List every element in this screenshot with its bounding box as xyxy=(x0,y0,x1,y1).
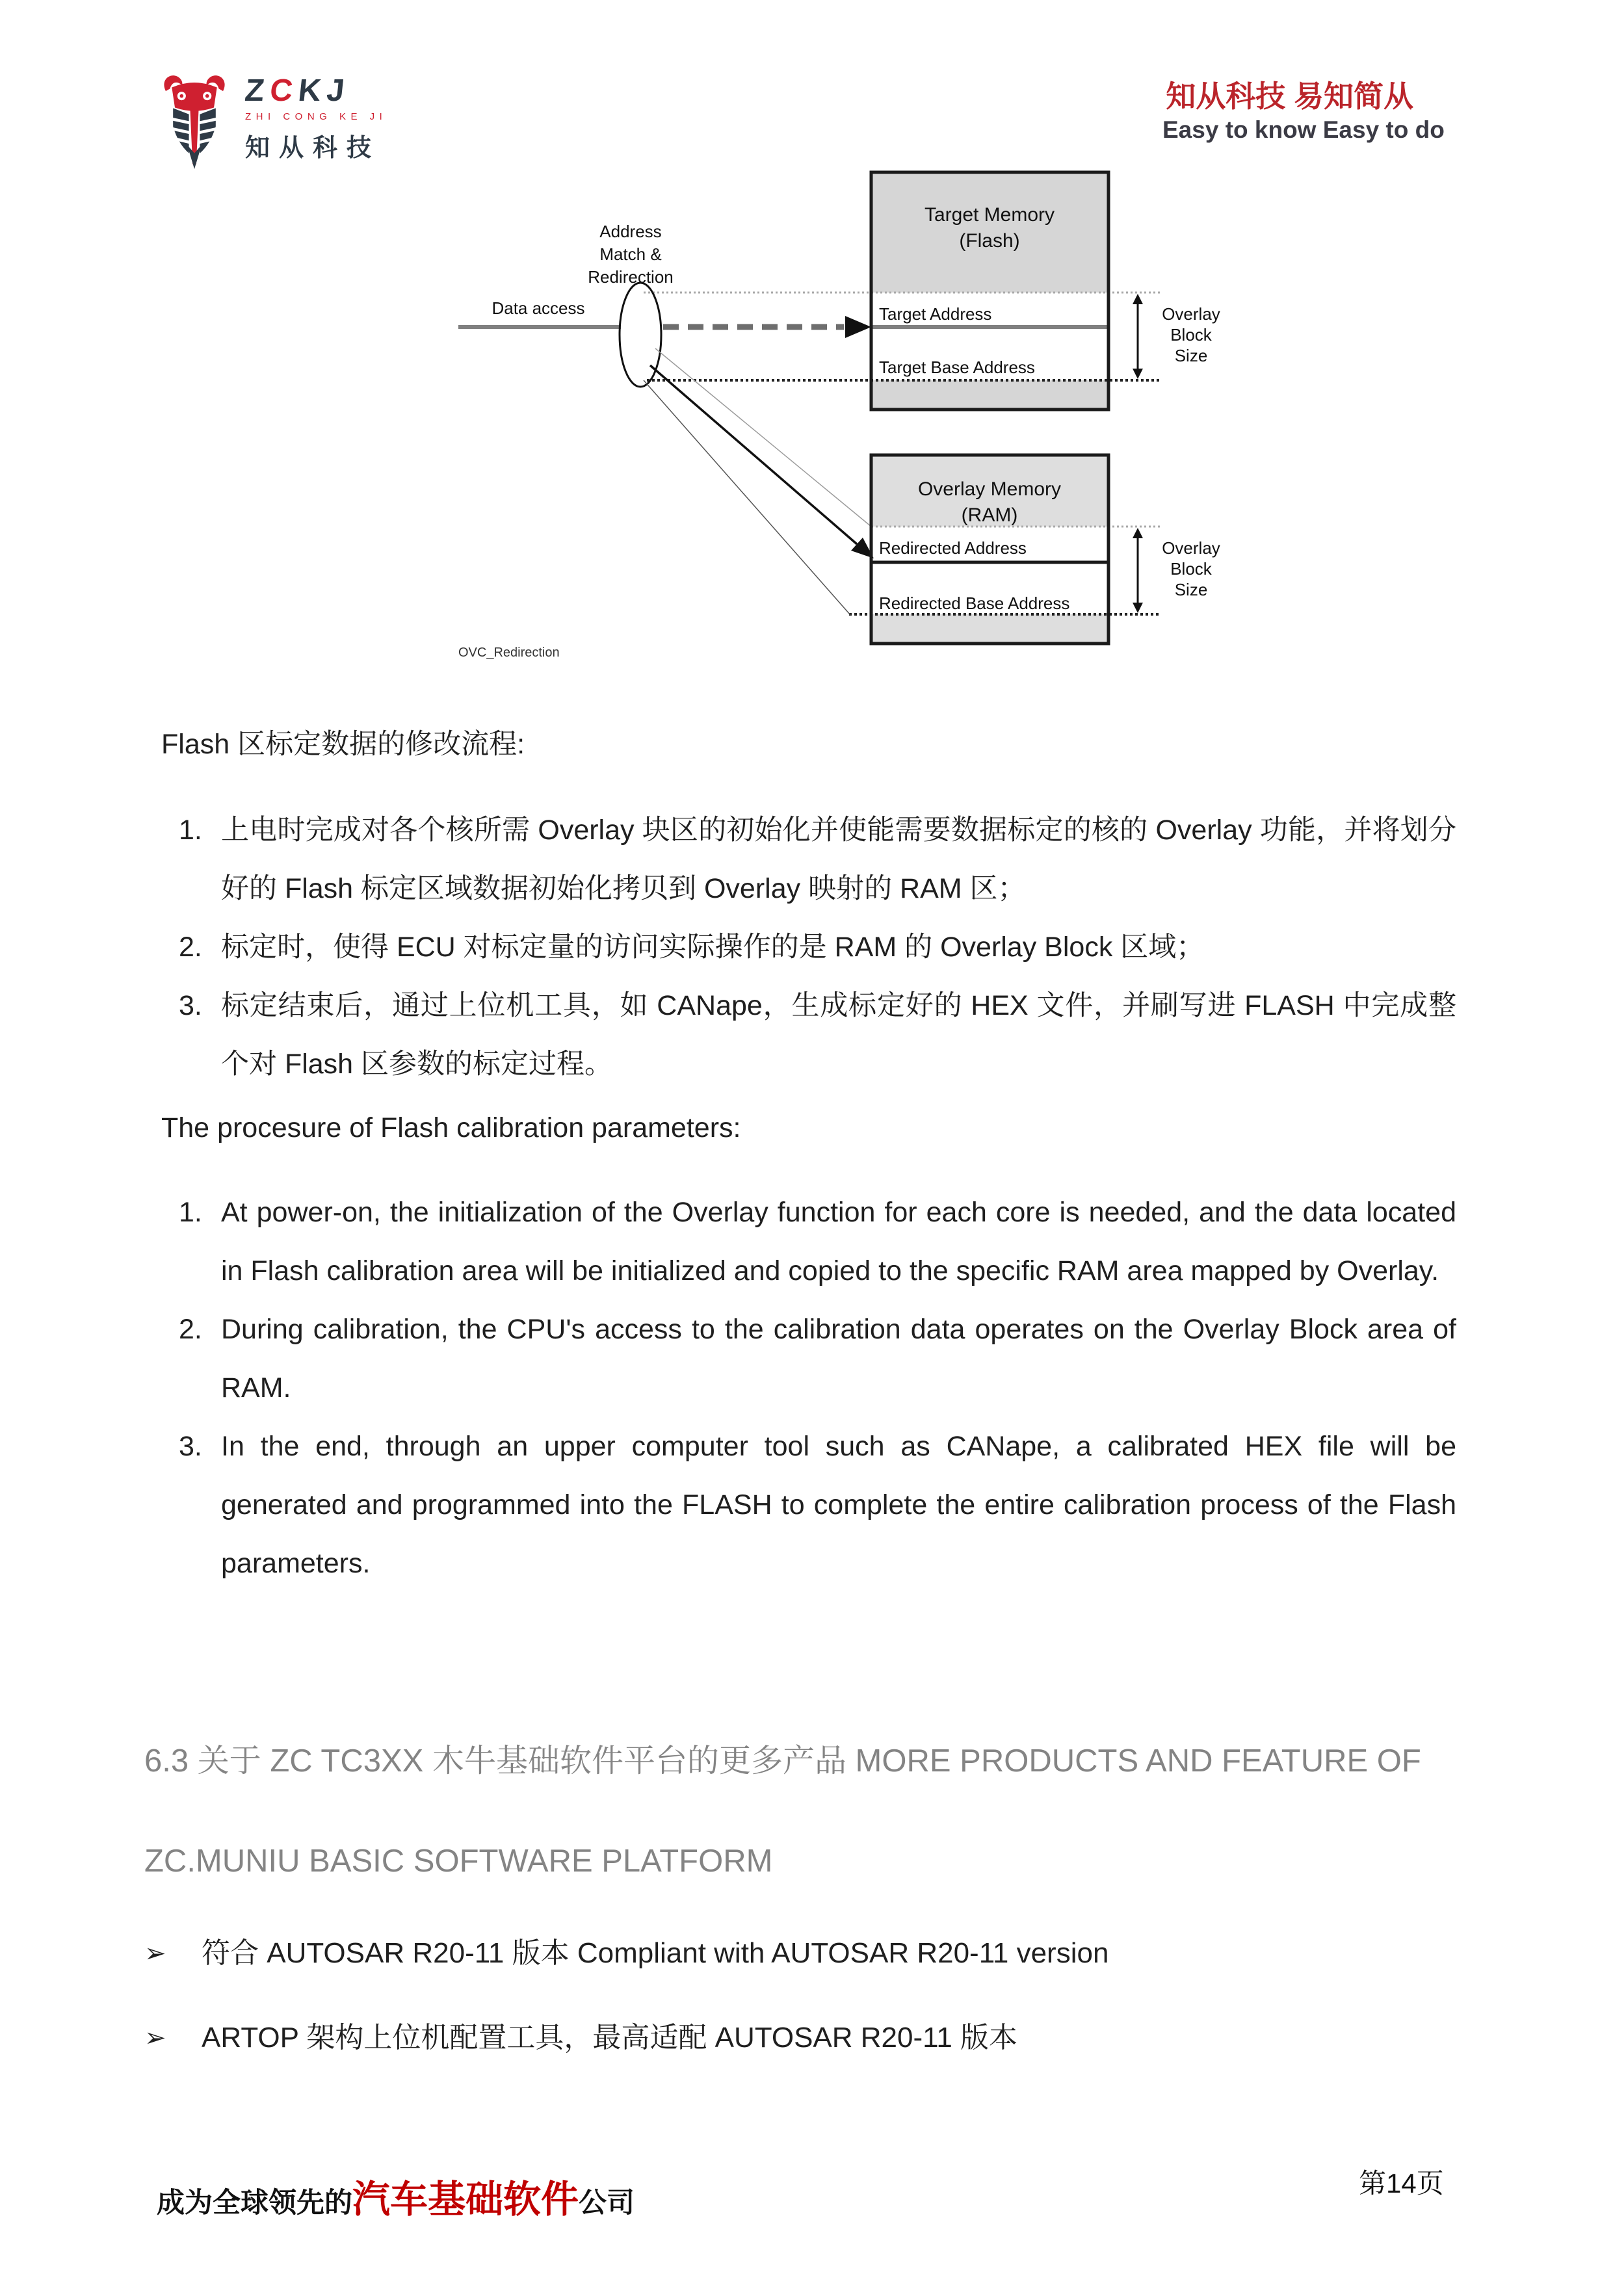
footer-slogan xyxy=(157,2169,635,2223)
redirector-label-line3: Redirection xyxy=(588,267,674,287)
list-item xyxy=(161,1183,1456,1300)
company-logo xyxy=(158,73,387,170)
data-access-label: Data access xyxy=(492,298,585,318)
step-text: During calibration, the CPU's access to the calibration data operates on the Overlay Block area of RAM. xyxy=(221,1314,1456,1403)
ram-block-size-line3: Size xyxy=(1174,580,1208,599)
flash-block-size-line1: Overlay xyxy=(1162,304,1220,324)
slogan-highlight: 汽车基础软件 xyxy=(352,2178,579,2221)
step-text: 标定结束后，通过上位机工具，如 CANape，生成标定好的 HEX 文件，并刷写进 FLASH 中完成整个对 Flash 区参数的标定过程。 xyxy=(221,990,1456,1080)
list-item xyxy=(161,976,1456,1093)
bullet-text: 符合 AUTOSAR R20-11 版本 Compliant with AUTOSAR R20-11 version xyxy=(202,1937,1109,1969)
step-text: At power-on, the initialization of the Overlay function for each core is needed, and the data located in Flash calibration area will be initialized and copied to the specific RAM area mapped by Overlay. xyxy=(221,1197,1456,1286)
page-number: 第14页 xyxy=(1359,2168,1444,2198)
flash-block-size-line3: Size xyxy=(1174,346,1208,365)
step-number: 1. xyxy=(179,1197,202,1228)
cn-intro-paragraph: Flash 区标定数据的修改流程: xyxy=(161,729,525,760)
tagline-english: Easy to know Easy to do xyxy=(1162,116,1445,143)
logo-brand-letters xyxy=(243,75,388,107)
en-steps-list xyxy=(161,1183,1456,1593)
cn-steps-list xyxy=(161,801,1456,1093)
target-base-address-label: Target Base Address xyxy=(879,358,1035,377)
section-heading-6-3 xyxy=(144,1711,1468,1911)
list-item xyxy=(161,1300,1456,1417)
step-text: 上电时完成对各个核所需 Overlay 块区的初始化并使能需要数据标定的核的 Overlay 功能，并将划分好的 Flash 标定区域数据初始化拷贝到 Overlay 映射的 RAM 区； xyxy=(221,815,1456,904)
flash-box-title-line1: Target Memory xyxy=(924,204,1055,226)
step-number: 2. xyxy=(179,932,202,963)
step-text: In the end, through an upper computer tool such as CANape, a calibrated HEX file will be generated and programmed into the FLASH to complete the entire calibration process of the Flash parameters. xyxy=(221,1431,1456,1579)
flash-block-size-line2: Block xyxy=(1170,325,1212,345)
logo-letter-c: C xyxy=(268,73,300,108)
ram-block-size-line2: Block xyxy=(1170,559,1212,579)
slogan-suffix: 公司 xyxy=(579,2187,635,2219)
section-heading-line1: 6.3 关于 ZC TC3XX 木牛基础软件平台的更多产品 MORE PRODUCTS AND FEATURE OF xyxy=(144,1743,1421,1779)
arrow-bullet-icon: ➢ xyxy=(144,2024,166,2052)
step-number: 3. xyxy=(179,1431,202,1462)
feature-bullet-list xyxy=(144,1911,1468,2080)
logo-pinyin: ZHI CONG KE JI xyxy=(245,111,387,122)
arrow-bullet-icon: ➢ xyxy=(144,1939,166,1968)
list-item xyxy=(161,801,1456,918)
flash-box-title-line2: (Flash) xyxy=(959,230,1020,252)
redirector-label-line2: Match & xyxy=(599,244,662,264)
list-item xyxy=(144,1911,1468,1996)
ram-box-title-line1: Overlay Memory xyxy=(917,478,1062,500)
bullet-text: ARTOP 架构上位机配置工具，最高适配 AUTOSAR R20-11 版本 xyxy=(202,2022,1018,2054)
list-item xyxy=(144,1996,1468,2080)
step-number: 1. xyxy=(179,815,202,846)
logo-letter-z: Z xyxy=(243,73,272,108)
logo-letter-j: J xyxy=(324,73,352,108)
ox-head-logo-icon xyxy=(158,73,231,170)
logo-wordmark xyxy=(245,73,387,163)
slogan-prefix: 成为全球领先的 xyxy=(157,2187,352,2219)
logo-letter-k: K xyxy=(296,73,329,108)
redirected-address-label: Redirected Address xyxy=(879,538,1027,558)
step-number: 3. xyxy=(179,990,202,1021)
redirector-label-line1: Address xyxy=(599,222,662,241)
step-number: 2. xyxy=(179,1314,202,1345)
en-intro-paragraph: The procesure of Flash calibration parameters: xyxy=(161,1112,741,1143)
diagram-caption: OVC_Redirection xyxy=(458,646,560,660)
logo-company-name-cn: 知从科技 xyxy=(245,135,381,162)
list-item xyxy=(161,918,1456,976)
list-item xyxy=(161,1417,1456,1593)
section-heading-line2: ZC.MUNIU BASIC SOFTWARE PLATFORM xyxy=(144,1844,773,1879)
header-tagline xyxy=(1162,79,1445,144)
target-address-label: Target Address xyxy=(879,304,992,324)
memory-overlay-figure xyxy=(423,156,1235,683)
ram-box-title-line2: (RAM) xyxy=(961,504,1018,526)
tagline-chinese: 知从科技 易知简从 xyxy=(1166,79,1413,113)
redirected-base-address-label: Redirected Base Address xyxy=(879,594,1070,613)
ovc-redirection-diagram xyxy=(423,156,1235,683)
step-text: 标定时，使得 ECU 对标定量的访问实际操作的是 RAM 的 Overlay Block 区域； xyxy=(221,932,1205,963)
ram-block-size-line1: Overlay xyxy=(1162,538,1220,558)
